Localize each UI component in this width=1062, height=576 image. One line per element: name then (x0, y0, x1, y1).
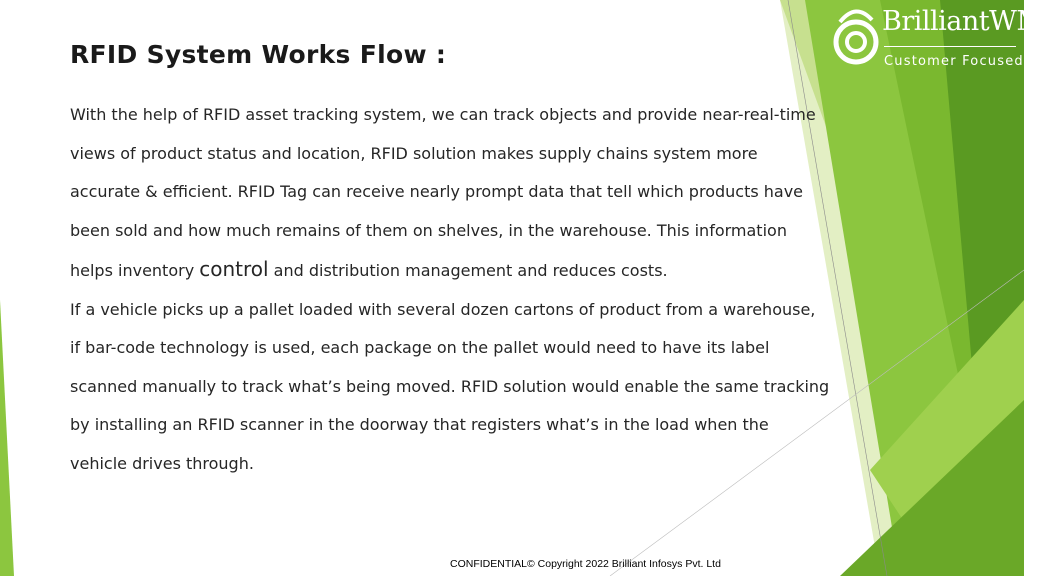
brilliantwms-logo (830, 2, 1062, 82)
paragraph-1 (70, 96, 830, 291)
green-left-sliver (0, 300, 14, 576)
paragraph-2: If a vehicle picks up a pallet loaded with several dozen cartons of product from a warehouse, if bar-code technology is used, each package on the pallet would need to have its label scanned manually to track what’s being moved. RFID solution would enable the same tracking by installing an RFID scanner in the doorway that registers what’s in the load when the vehicle drives through. (70, 299, 830, 473)
slide-body (70, 96, 830, 483)
logo-tagline: Customer Focused (884, 54, 1024, 69)
paragraph-1-end: and distribution management and reduces costs. (268, 261, 668, 280)
paragraph-1-text: With the help of RFID asset tracking system, we can track objects and provide near-real-time views of product status and location, RFID solution makes supply chains system more accurate & efficient. RFID Tag can receive nearly prompt data that tell which products have been sold and how much remains of them on shelves, in the warehouse. This information helps inventory (70, 105, 816, 280)
footer-copyright: CONFIDENTIAL© Copyright 2022 Brilliant Infosys Pvt. Ltd (450, 558, 721, 570)
logo-name: BrilliantWMS (882, 6, 1062, 37)
paragraph-1-emphasis: control (199, 257, 269, 281)
logo-swirl-icon (830, 2, 880, 82)
logo-divider (884, 46, 1016, 47)
slide-title: RFID System Works Flow : (70, 40, 447, 69)
